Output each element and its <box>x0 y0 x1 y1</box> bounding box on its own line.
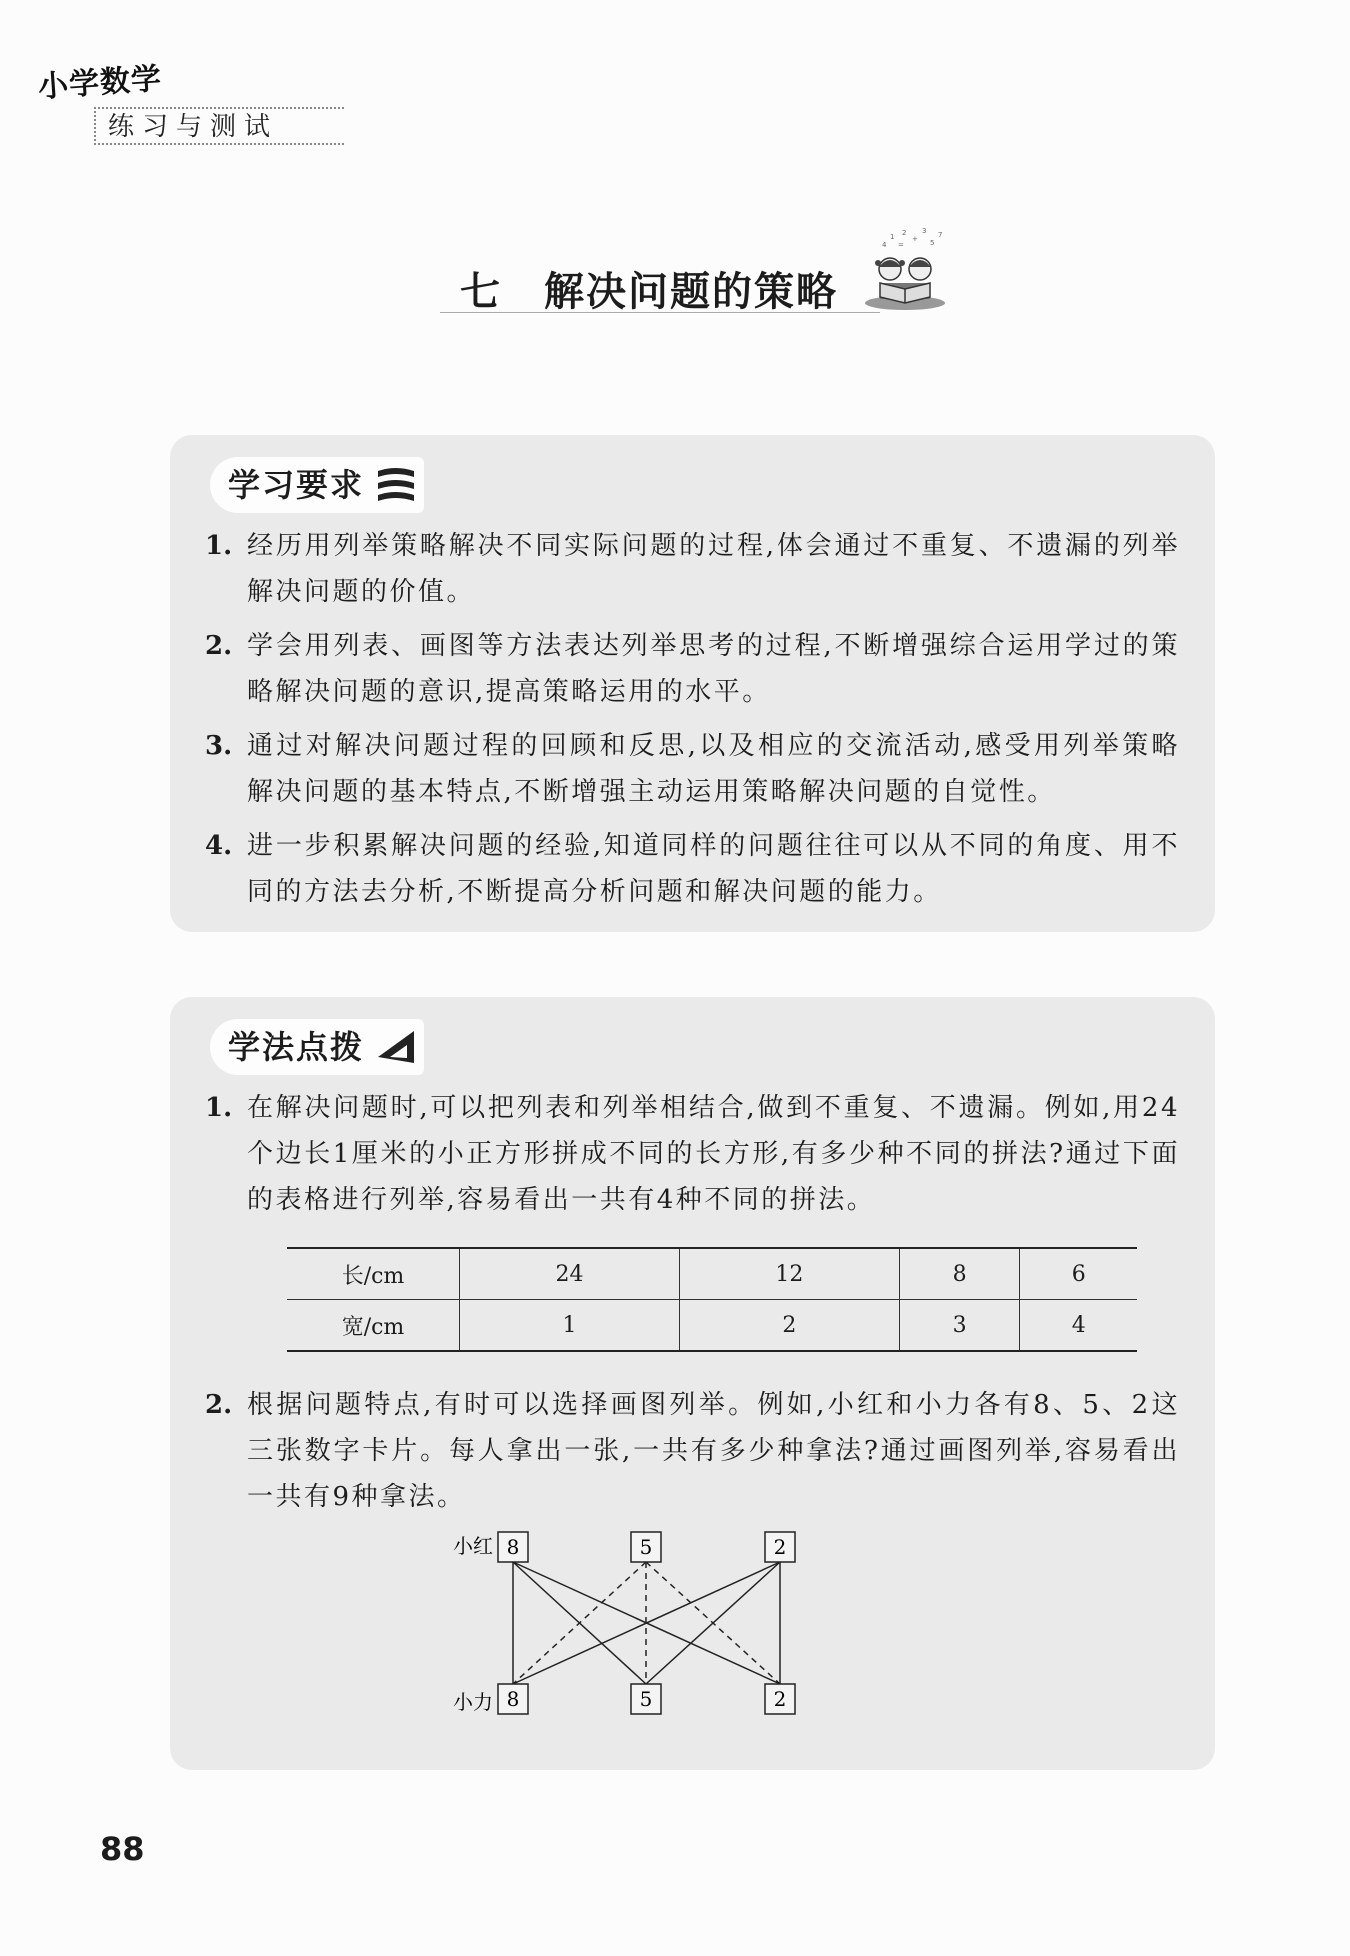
item-number: 1. <box>205 531 233 561</box>
chapter-title: 七 解决问题的策略 <box>460 268 838 315</box>
item-text: 通过对解决问题过程的回顾和反思,以及相应的交流活动,感受用列举策略解决问题的基本特点,不断增强主动运用策略解决问题的自觉性。 <box>247 731 1180 807</box>
book-brand <box>37 61 279 142</box>
item-text: 根据问题特点,有时可以选择画图列举。例如,小红和小力各有8、5、2这三张数字卡片。每人拿出一张,一共有多少种拿法?通过画图列举,容易看出一共有9种拿法。 <box>247 1390 1180 1512</box>
item-number: 2. <box>205 631 233 661</box>
tip-item-1 <box>205 1085 1180 1223</box>
table-cell: 8 <box>899 1248 1020 1300</box>
chapter-underline <box>440 312 880 313</box>
table-cell: 1 <box>460 1300 680 1352</box>
length-width-table <box>287 1247 1137 1352</box>
svg-text:5: 5 <box>930 239 935 247</box>
brand-title: 小学数学 <box>37 61 164 105</box>
requirement-item-4 <box>205 823 1180 915</box>
table-cell: 4 <box>1020 1300 1137 1352</box>
requirement-item-1 <box>205 523 1180 615</box>
table-row <box>287 1248 1137 1300</box>
table-cell: 12 <box>679 1248 899 1300</box>
table-row-label: 长/cm <box>287 1248 460 1300</box>
page-number: 88 <box>100 1830 145 1868</box>
card-value: 2 <box>773 1687 787 1711</box>
tips-panel <box>170 997 1215 1770</box>
item-text: 经历用列举策略解决不同实际问题的过程,体会通过不重复、不遗漏的列举解决问题的价值。 <box>247 531 1180 607</box>
card-value: 2 <box>773 1535 787 1559</box>
card-value: 5 <box>639 1535 653 1559</box>
requirements-panel <box>170 435 1215 932</box>
item-number: 2. <box>205 1390 233 1420</box>
item-text: 进一步积累解决问题的经验,知道同样的问题往往可以从不同的角度、用不同的方法去分析,不断提高分析问题和解决问题的能力。 <box>247 831 1180 907</box>
card-value: 8 <box>506 1535 520 1559</box>
card-value: 8 <box>506 1687 520 1711</box>
table-row-label: 宽/cm <box>287 1300 460 1352</box>
table-cell: 24 <box>460 1248 680 1300</box>
item-text: 在解决问题时,可以把列表和列举相结合,做到不重复、不遗漏。例如,用24个边长1厘米的小正方形拼成不同的长方形,有多少种不同的拼法?通过下面的表格进行列举,容易看出一共有4种不同的拼法。 <box>247 1093 1180 1215</box>
card-pairing-diagram <box>453 1527 933 1727</box>
table-cell: 6 <box>1020 1248 1137 1300</box>
item-number: 4. <box>205 831 233 861</box>
tip-item-2 <box>205 1382 1180 1520</box>
table-row <box>287 1300 1137 1352</box>
tips-heading-text: 学法点拨 <box>228 1028 365 1066</box>
svg-text:2: 2 <box>902 229 907 237</box>
reading-kids-illustration-icon <box>860 225 950 315</box>
brand-subtitle: 练习与测试 <box>94 107 344 145</box>
svg-text:+: + <box>912 235 918 243</box>
item-number: 1. <box>205 1093 233 1123</box>
requirement-item-3 <box>205 723 1180 815</box>
requirements-heading-text: 学习要求 <box>228 466 365 504</box>
book-stack-icon <box>374 465 418 505</box>
item-number: 3. <box>205 731 233 761</box>
requirements-heading <box>210 457 424 513</box>
svg-text:1: 1 <box>890 233 895 241</box>
svg-text:3: 3 <box>922 227 927 235</box>
bottom-row-label: 小力 <box>453 1690 493 1714</box>
svg-text:7: 7 <box>938 231 943 239</box>
table-cell: 2 <box>679 1300 899 1352</box>
svg-text:4: 4 <box>882 241 887 249</box>
chapter-heading <box>440 260 880 315</box>
top-row-label: 小红 <box>453 1534 493 1558</box>
requirement-item-2 <box>205 623 1180 715</box>
svg-text:=: = <box>898 241 904 249</box>
item-text: 学会用列表、画图等方法表达列举思考的过程,不断增强综合运用学过的策略解决问题的意识,提高策略运用的水平。 <box>247 631 1180 707</box>
table-cell: 3 <box>899 1300 1020 1352</box>
tips-heading <box>210 1019 424 1075</box>
card-value: 5 <box>639 1687 653 1711</box>
set-square-icon <box>374 1027 418 1067</box>
